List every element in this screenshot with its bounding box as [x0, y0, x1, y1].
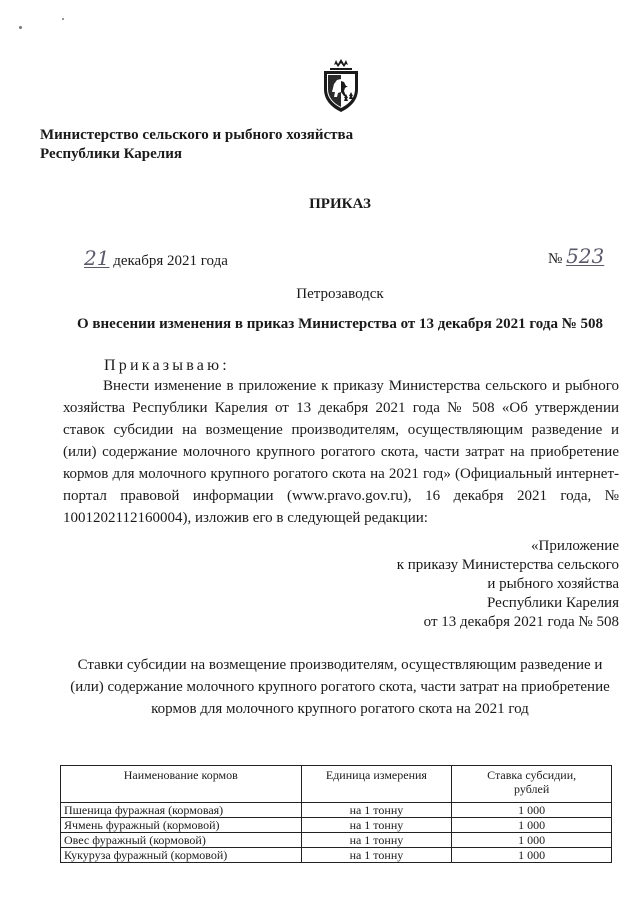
feed-name-cell: Пшеница фуражная (кормовая) — [61, 803, 302, 818]
table-row — [61, 818, 612, 833]
appendix-header — [340, 537, 619, 632]
handwritten-day: 21 — [84, 246, 110, 270]
rate-cell: 1 000 — [452, 833, 612, 848]
rate-cell: 1 000 — [452, 803, 612, 818]
document-date — [84, 246, 228, 270]
karelia-coat-of-arms-icon — [318, 58, 364, 114]
scan-speck — [62, 18, 64, 20]
appendix-line: к приказу Министерства сельского — [396, 557, 619, 573]
ministry-name-line: Республики Карелия — [40, 146, 182, 162]
subsidy-rates-table — [60, 765, 612, 863]
order-body — [63, 375, 619, 529]
unit-cell: на 1 тонну — [301, 833, 452, 848]
order-body-text: Внести изменение в приложение к приказу Министерства сельского и рыбного хозяйства Республики Карелия от 13 декабря 2021 года № 508 «Об утверждении ставок субсидии на возмещение производителям, осуществляющим разведение и (или) содержание молочного крупного рогатого скота, части затрат на приобретение кормов для молочного крупного рогатого скота на 2021 год» (Официальный интернет-портал правовой информации (www.pravo.gov.ru), 16 декабря 2021 года, № 1001202112160004), изложив его в следующей редакции: — [63, 378, 619, 526]
appendix-line: Республики Карелия — [486, 595, 619, 611]
table-title-line: (или) содержание молочного крупного рогатого скота, части затрат на приобретение — [70, 679, 610, 695]
unit-cell: на 1 тонну — [301, 818, 452, 833]
feed-name-cell: Овес фуражный (кормовой) — [61, 833, 302, 848]
column-header-unit: Единица измерения — [301, 766, 452, 803]
rate-cell: 1 000 — [452, 818, 612, 833]
table-row — [61, 803, 612, 818]
rate-cell: 1 000 — [452, 848, 612, 863]
table-row — [61, 833, 612, 848]
handwritten-number: 523 — [566, 244, 605, 268]
feed-name-cell: Кукуруза фуражный (кормовой) — [61, 848, 302, 863]
column-header-rate — [452, 766, 612, 803]
appendix-line: и рыбного хозяйства — [487, 576, 619, 592]
document-type-title: ПРИКАЗ — [309, 196, 371, 212]
date-text: декабря 2021 года — [113, 253, 228, 269]
table-row — [61, 848, 612, 863]
order-word: Приказываю: — [104, 357, 230, 374]
table-header-row — [61, 766, 612, 803]
appendix-line: «Приложение — [530, 538, 619, 554]
feed-name-cell: Ячмень фуражный (кормовой) — [61, 818, 302, 833]
appendix-line: от 13 декабря 2021 года № 508 — [423, 614, 619, 630]
order-heading: О внесении изменения в приказ Министерства от 13 декабря 2021 года № 508 — [76, 316, 604, 332]
unit-cell: на 1 тонну — [301, 848, 452, 863]
number-sign: № — [548, 251, 563, 267]
table-title — [40, 654, 639, 720]
document-number — [548, 244, 604, 268]
table-title-line: Ставки субсидии на возмещение производителям, осуществляющим разведение и — [77, 657, 603, 673]
scan-speck — [19, 26, 22, 29]
ministry-name-line: Министерство сельского и рыбного хозяйства — [40, 127, 354, 143]
ministry-name — [40, 126, 639, 164]
column-header-rate-line: Ставка субсидии, — [487, 768, 577, 782]
column-header-feed-name: Наименование кормов — [61, 766, 302, 803]
table-title-line: кормов для молочного крупного рогатого скота на 2021 год — [151, 701, 529, 717]
city-name: Петрозаводск — [296, 286, 384, 302]
column-header-rate-line: рублей — [514, 782, 550, 796]
unit-cell: на 1 тонну — [301, 803, 452, 818]
